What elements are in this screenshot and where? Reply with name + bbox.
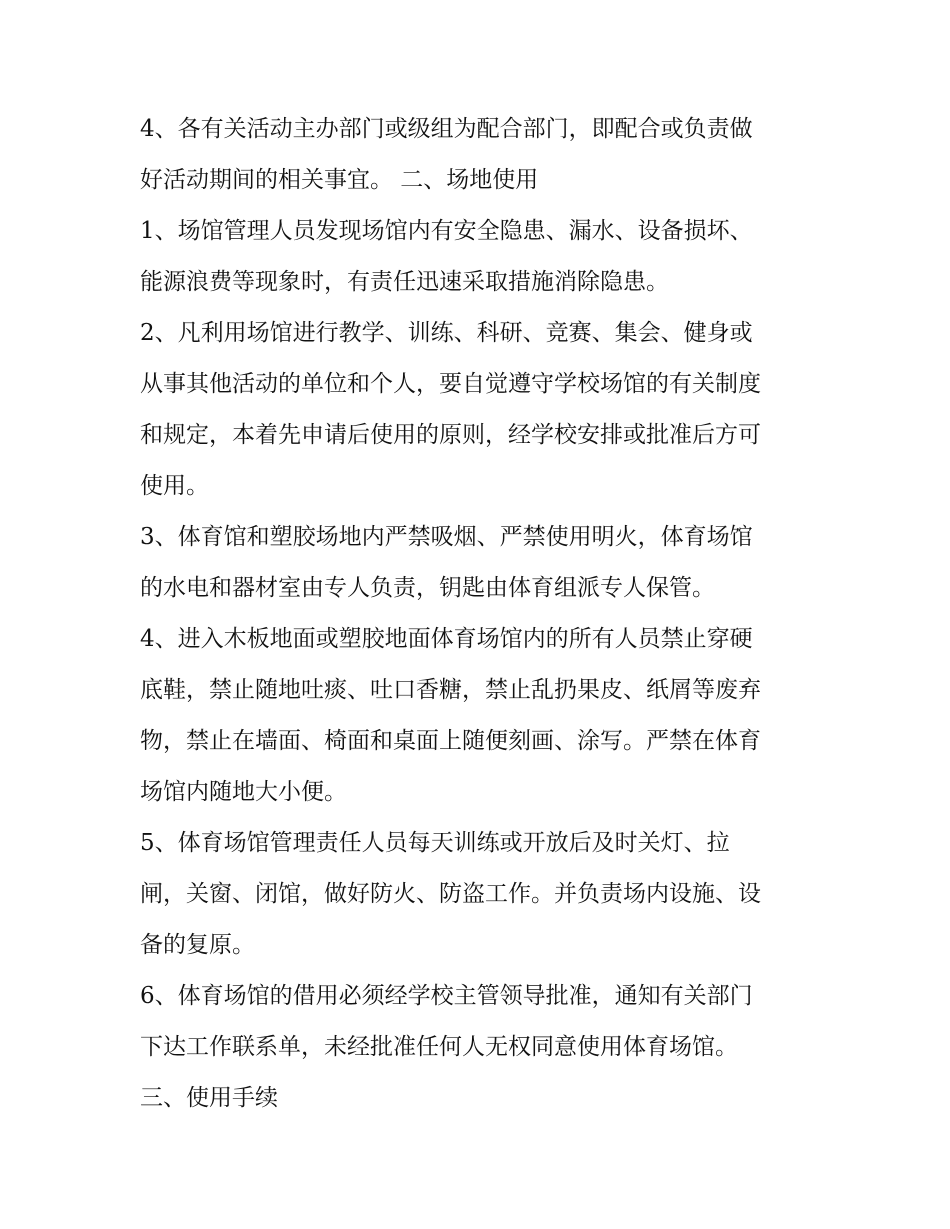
document-body [140,104,830,1124]
text-line: 2、凡利用场馆进行教学、训练、科研、竞赛、集会、健身或 [140,320,753,346]
text-line: 下达工作联系单，未经批准任何人无权同意使用体育场馆。 [140,1034,738,1060]
text-line: 1、场馆管理人员发现场馆内有安全隐患、漏水、设备损坏、 [140,218,753,244]
text-line: 的水电和器材室由专人负责，钥匙由体育组派专人保管。 [140,575,715,601]
text-line: 4、进入木板地面或塑胶地面体育场馆内的所有人员禁止穿硬 [140,626,753,652]
text-line: 3、体育馆和塑胶场地内严禁吸烟、严禁使用明火，体育场馆 [140,524,753,550]
text-line: 物，禁止在墙面、椅面和桌面上随便刻画、涂写。严禁在体育 [140,728,761,754]
text-line: 使用。 [140,473,209,499]
text-line: 能源浪费等现象时，有责任迅速采取措施消除隐患。 [140,269,669,295]
text-line: 从事其他活动的单位和个人，要自觉遵守学校场馆的有关制度 [140,371,761,397]
section-heading: 三、使用手续 [140,1085,278,1111]
text-line: 闸，关窗、闭馆，做好防火、防盗工作。并负责场内设施、设 [140,881,761,907]
text-line: 4、各有关活动主办部门或级组为配合部门，即配合或负责做 [140,116,753,142]
text-line: 和规定，本着先申请后使用的原则，经学校安排或批准后方可 [140,422,761,448]
text-line: 备的复原。 [140,932,255,958]
text-line: 好活动期间的相关事宜。 二、场地使用 [140,167,539,193]
text-line: 场馆内随地大小便。 [140,779,347,805]
text-line: 底鞋，禁止随地吐痰、吐口香糖，禁止乱扔果皮、纸屑等废弃 [140,677,761,703]
text-line: 6、体育场馆的借用必须经学校主管领导批准，通知有关部门 [140,983,753,1009]
text-line: 5、体育场馆管理责任人员每天训练或开放后及时关灯、拉 [140,830,730,856]
